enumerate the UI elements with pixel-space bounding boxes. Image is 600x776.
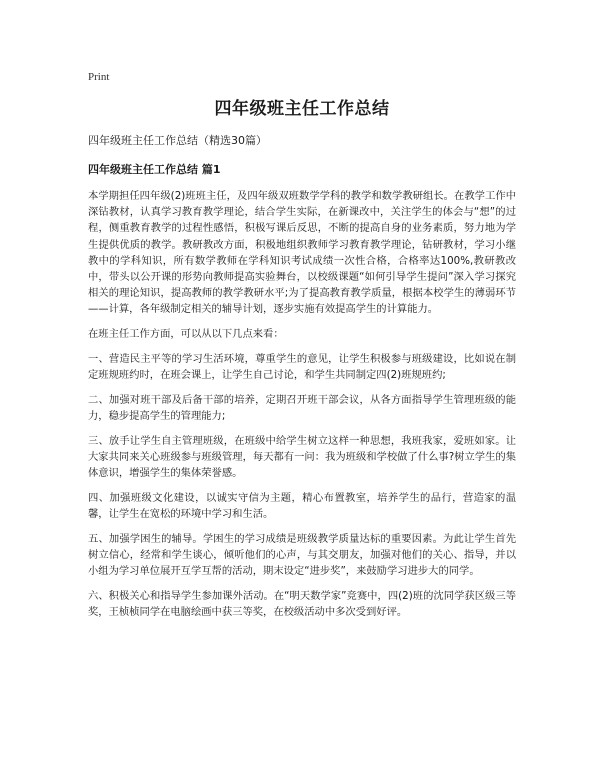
section-heading: 四年级班主任工作总结 篇1 <box>88 163 221 176</box>
paragraph-intro: 本学期担任四年级(2)班班主任，及四年级双班数学学科的教学和数学教研组长。在教学工作中深钻教材，认真学习教育教学理论，结合学生实际，在新课改中，关注学生的体会与“想”的过程，侧重教育教学的过程性感悟，积极写课后反思，不断的提高自身的业务素质，努力地为学生提供优质的教学。教研教改方面，积极地组织教师学习教育教学理论，钻研教材，学习小继教中的学科知识，所有数学教师在学科知识考试成绩一次性合格，合格率达100%,教研教改中，带头以公开课的形势向教师提高实验舞台，以校级课题“如何引导学生提问”深入学习探究相关的理论知识，提高教师的教学教研水平;为了提高教育教学质量，根据本校学生的薄弱环节——计算，各年级制定相关的辅导计划，逐步实施有效提高学生的计算能力。 <box>88 190 516 316</box>
print-label: Print <box>88 71 110 83</box>
paragraph-point-2: 二、加强对班干部及后备干部的培养，定期召开班干部会议，从各方面指导学生管理班级的能力，稳步提高学生的管理能力; <box>88 393 516 422</box>
paragraph-point-4: 四、加强班级文化建设，以诚实守信为主题，精心布置教室，培养学生的品行，营造家的温馨，让学生在宽松的环境中学习和生活。 <box>88 491 516 520</box>
paragraph-lead-in: 在班主任工作方面，可以从以下几点来看： <box>88 328 284 341</box>
paragraph-point-6: 六、积极关心和指导学生参加课外活动。在“明天数学家”竞赛中，四(2)班的沈同学获区级三等奖，王桢桢同学在电脑绘画中获三等奖，在校级活动中多次受到好评。 <box>88 589 516 618</box>
paragraph-point-1: 一、营造民主平等的学习生活环境，尊重学生的意见，让学生积极参与班级建设，比如说在制定班规班约时，在班会课上，让学生自己讨论，和学生共同制定四(2)班规班约; <box>88 352 516 382</box>
paragraph-point-3: 三、放手让学生自主管理班级，在班级中给学生树立这样一种思想，我班我家，爱班如家。让大家共同来关心班级参与班级管理，每天都有一问：我为班级和学校做了什么事?树立学生的集体意识，增强学生的集体荣誉感。 <box>88 434 516 480</box>
paragraph-point-5: 五、加强学困生的辅导。学困生的学习成绩是班级教学质量达标的重要因素。为此让学生首先树立信心，经常和学生谈心，倾听他们的心声，与其交朋友，加强对他们的关心、指导，并以小组为学习单位展开互学互帮的活动，期末设定“进步奖”，来鼓励学习进步大的同学。 <box>88 532 516 578</box>
document-page <box>88 70 516 629</box>
document-title: 四年级班主任工作总结 <box>214 99 390 119</box>
document-subtitle: 四年级班主任工作总结（精选30篇） <box>88 134 267 147</box>
